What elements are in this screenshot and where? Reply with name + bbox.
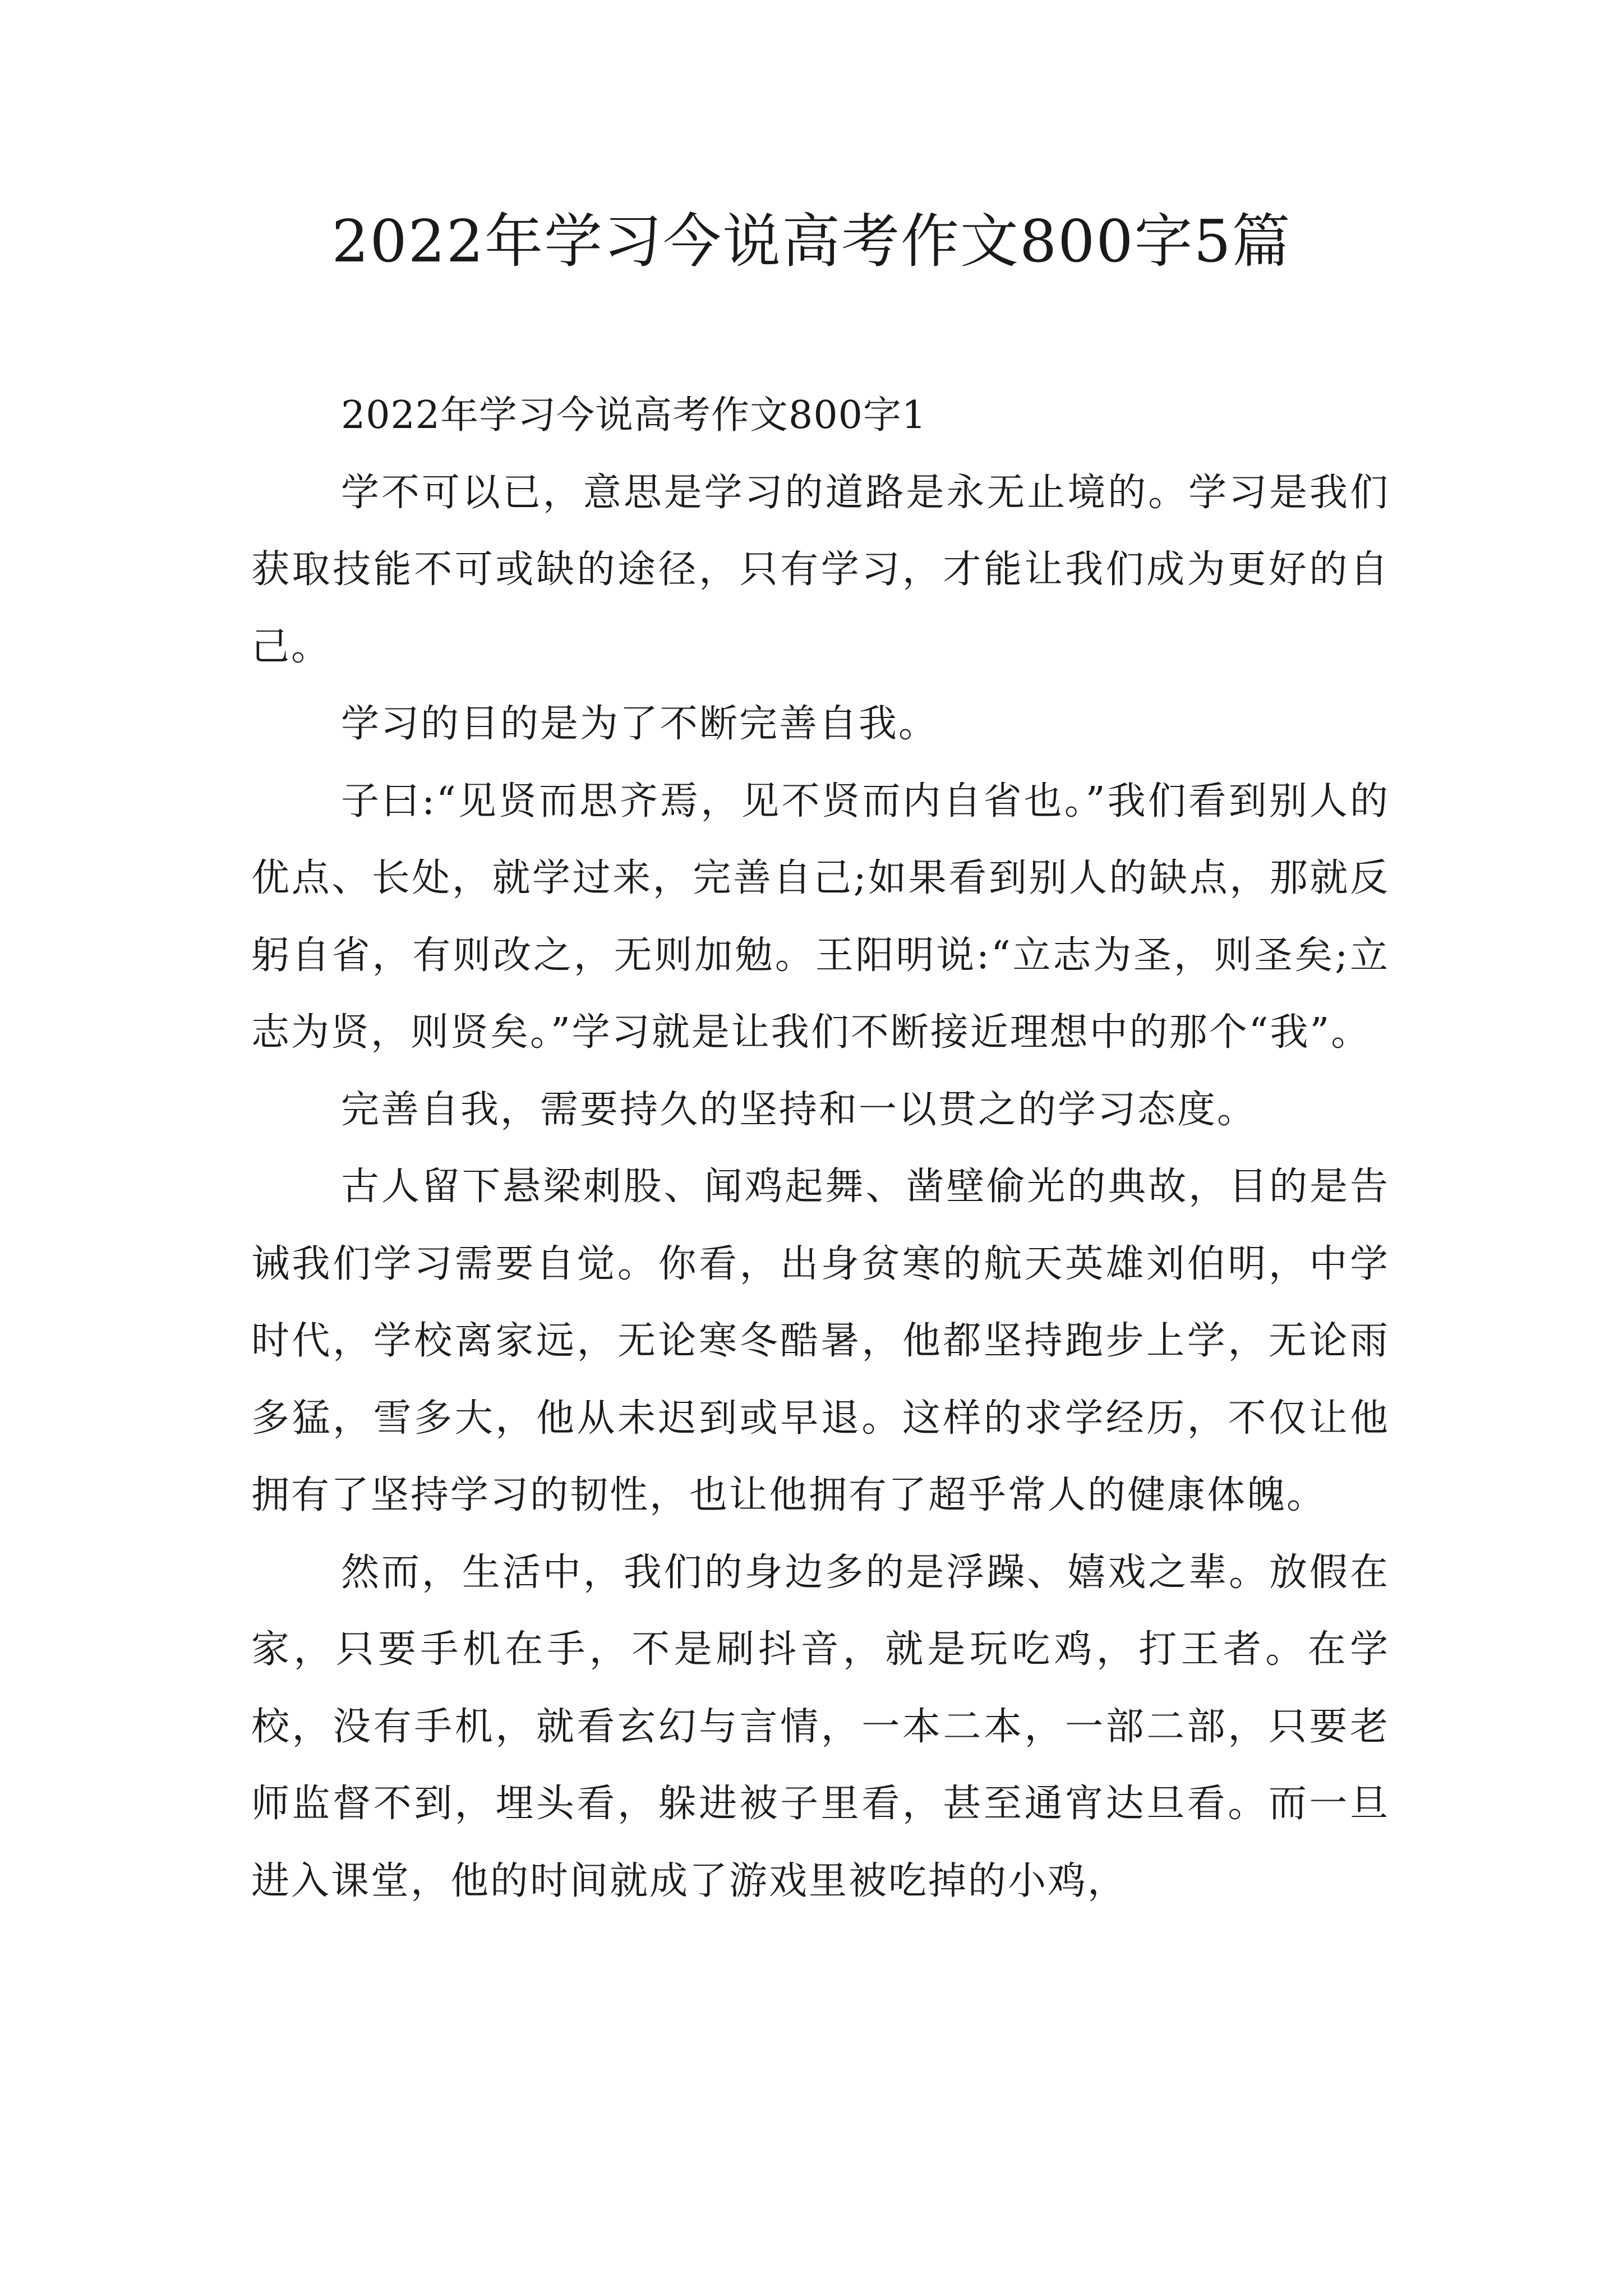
- document-body: [251, 377, 1390, 1920]
- paragraph: 古人留下悬梁刺股、闻鸡起舞、凿壁偷光的典故，目的是告诫我们学习需要自觉。你看，出身贫寒的航天英雄刘伯明，中学时代，学校离家远，无论寒冬酷暑，他都坚持跑步上学，无论雨多猛，雪多大，他从未迟到或早退。这样的求学经历，不仅让他拥有了坚持学习的韧性，也让他拥有了超乎常人的健康体魄。: [251, 1165, 1390, 1517]
- paragraph: 子曰:“见贤而思齐焉，见不贤而内自省也。”我们看到别人的优点、长处，就学过来，完善自己;如果看到别人的缺点，那就反躬自省，有则改之，无则加勉。王阳明说:“立志为圣，则圣矣;立志为贤，则贤矣。”学习就是让我们不断接近理想中的那个“我”。: [251, 779, 1390, 1055]
- section-heading: 2022年学习今说高考作文800字1: [341, 393, 927, 438]
- paragraph: 然而，生活中，我们的身边多的是浮躁、嬉戏之辈。放假在家，只要手机在手，不是刷抖音，就是玩吃鸡，打王者。在学校，没有手机，就看玄幻与言情，一本二本，一部二部，只要老师监督不到，埋头看，躲进被子里看，甚至通宵达旦看。而一旦进入课堂，他的时间就成了游戏里被吃掉的小鸡，: [251, 1550, 1390, 1903]
- paragraph: 完善自我，需要持久的坚持和一以贯之的学习态度。: [341, 1087, 1257, 1132]
- paragraph: 学习的目的是为了不断完善自我。: [341, 702, 939, 746]
- paragraph: 学不可以已，意思是学习的道路是永无止境的。学习是我们获取技能不可或缺的途径，只有学习，才能让我们成为更好的自己。: [251, 470, 1390, 669]
- document-title: 2022年学习今说高考作文800字5篇: [331, 207, 1292, 275]
